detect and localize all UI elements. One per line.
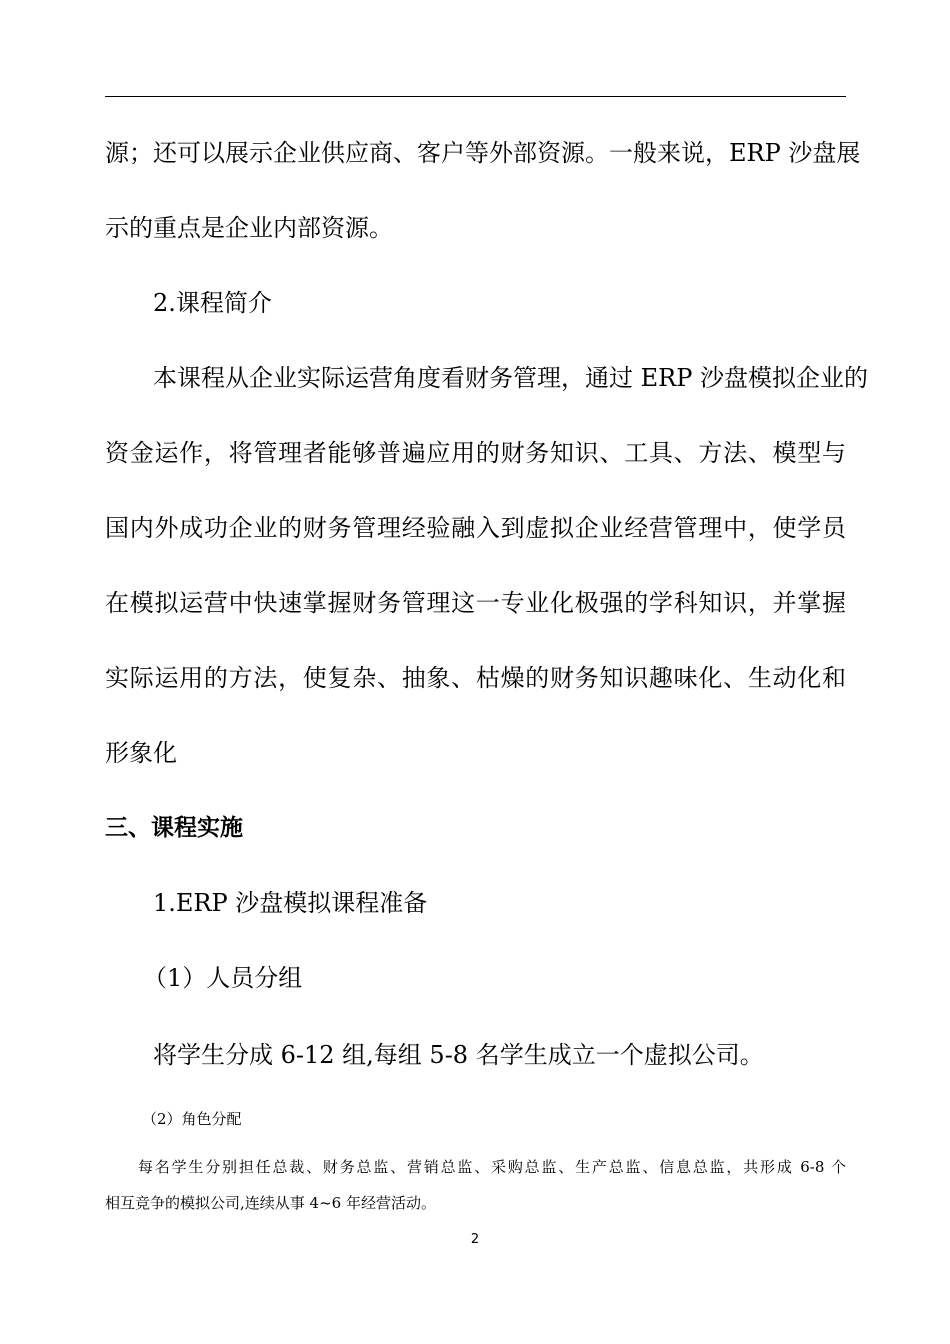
page-number: 2 [470, 1232, 480, 1247]
paragraph-line: 实际运用的方法，使复杂、抽象、枯燥的财务知识趣味化、生动化和 [105, 664, 846, 692]
section-heading: 2.课程简介 [153, 289, 272, 317]
paragraph-line: 形象化 [105, 739, 177, 767]
paragraph-line: 示的重点是企业内部资源。 [105, 214, 393, 242]
item-text: 将学生分成 6-12 组,每组 5-8 名学生成立一个虚拟公司。 [153, 1041, 764, 1069]
item-text-line: 每名学生分别担任总裁、财务总监、营销总监、采购总监、生产总监、信息总监，共形成 6-8 个 [138, 1158, 846, 1176]
item-text-line: 相互竞争的模拟公司,连续从事 4~6 年经营活动。 [105, 1194, 436, 1212]
item-heading: （2）角色分配 [142, 1110, 242, 1128]
paragraph-line: 本课程从企业实际运营角度看财务管理，通过 ERP 沙盘模拟企业的 [153, 364, 868, 392]
subsection-heading: 1.ERP 沙盘模拟课程准备 [153, 889, 428, 917]
paragraph-line: 资金运作，将管理者能够普遍应用的财务知识、工具、方法、模型与 [105, 439, 846, 467]
paragraph-line: 源；还可以展示企业供应商、客户等外部资源。一般来说，ERP 沙盘展 [105, 139, 861, 167]
paragraph-line: 在模拟运营中快速掌握财务管理这一专业化极强的学科知识，并掌握 [105, 589, 846, 617]
header-rule [105, 96, 846, 97]
chapter-heading: 三、课程实施 [105, 815, 243, 841]
paragraph-line: 国内外成功企业的财务管理经验融入到虚拟企业经营管理中，使学员 [105, 514, 846, 542]
item-heading: （1）人员分组 [143, 964, 303, 992]
